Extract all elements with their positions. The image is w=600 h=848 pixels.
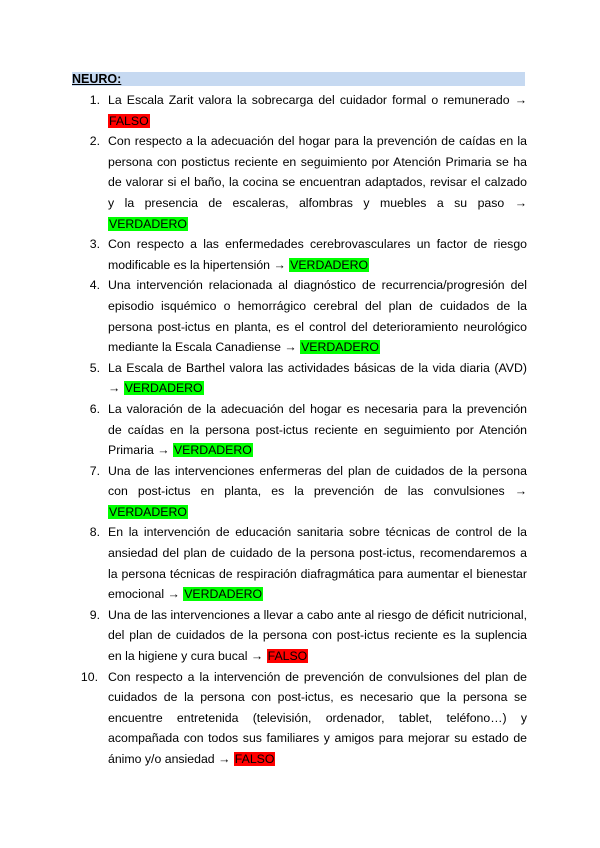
answer-true-badge: VERDADERO (290, 257, 369, 272)
question-number: 9. (89, 607, 100, 622)
question-number: 1. (89, 93, 100, 107)
question-number: 4. (89, 278, 100, 293)
arrow-icon: → (250, 649, 264, 664)
answer-false-badge: FALSO (109, 113, 149, 128)
question-item (72, 358, 527, 399)
question-number: 3. (89, 237, 100, 252)
question-text: La valoración de la adecuación del hogar es necesaria para la prevención de caídas en la persona post-ictus reciente en seguimiento por Atención Primaria (108, 401, 527, 458)
question-item (72, 461, 527, 523)
answer-false-badge: FALSO (234, 752, 275, 766)
question-text: Una intervención relacionada al diagnóstico de recurrencia/progresión del episodio isquémico o hemorrágico cerebral del plan de cuidados de la persona post-ictus en planta, es el control del deterioramiento neurológico mediante la Escala Canadiense (108, 278, 527, 355)
answer-true-badge: VERDADERO (301, 340, 379, 355)
arrow-icon: → (273, 257, 286, 272)
arrow-icon: → (167, 587, 180, 602)
answer-true-badge: VERDADERO (109, 504, 187, 519)
answer-true-badge: VERDADERO (124, 381, 203, 396)
section-title: NEURO: (72, 72, 122, 86)
question-item (72, 234, 527, 275)
question-text: Con respecto a la intervención de prevención de convulsiones del plan de cuidados de la persona con post-ictus, es necesario que la persona se encuentre entretenida (televisión, ordenador, tablet, teléfono…) y acompañada con todos sus familiares y amigos para mejorar su estado de ánimo y/o ansiedad (108, 669, 527, 766)
question-text: La Escala de Barthel valora las actividades básicas de la vida diaria (AVD) (108, 360, 527, 375)
answer-true-badge: VERDADERO (109, 216, 187, 231)
question-item (72, 667, 527, 770)
question-item (72, 605, 527, 667)
answer-true-badge: VERDADERO (173, 443, 252, 458)
question-text: La Escala Zarit valora la sobrecarga del cuidador formal o remunerado (108, 93, 510, 107)
arrow-icon: → (514, 484, 527, 499)
question-item (72, 90, 527, 131)
question-number: 6. (89, 401, 100, 416)
question-number: 7. (89, 463, 100, 478)
question-text: Una de las intervenciones enfermeras del plan de cuidados de la persona con post-ictus en planta, es la prevención de las convulsiones (108, 463, 527, 499)
question-text: Con respecto a las enfermedades cerebrovasculares un factor de riesgo modificable es la hipertensión (108, 237, 527, 272)
arrow-icon: → (157, 443, 170, 458)
question-number: 10. (80, 669, 98, 684)
question-text: En la intervención de educación sanitaria sobre técnicas de control de la ansiedad del plan de cuidado de la persona post-ictus, recomendaremos a la persona técnicas de respiración diafragmática para aumentar el bienestar emocional (108, 525, 527, 602)
arrow-icon: → (514, 195, 527, 210)
question-number: 5. (89, 360, 100, 375)
question-item (72, 275, 527, 357)
question-item (72, 522, 527, 604)
arrow-icon: → (218, 752, 231, 766)
question-item (72, 131, 527, 234)
answer-false-badge: FALSO (267, 649, 308, 664)
question-text: Una de las intervenciones a llevar a cabo ante al riesgo de déficit nutricional, del plan de cuidados de la persona con post-ictus reciente es la suplencia en la higiene y cura bucal (108, 607, 527, 664)
section-header (72, 72, 525, 86)
question-text: Con respecto a la adecuación del hogar para la prevención de caídas en la persona con postictus reciente en seguimiento por Atención Primaria se ha de valorar si el baño, la cocina se encuentran adaptados, revisar el calzado y la presencia de escaleras, alfombras y muebles a su paso (108, 134, 527, 210)
arrow-icon: → (108, 381, 121, 396)
arrow-icon: → (284, 340, 297, 355)
question-item (72, 399, 527, 461)
question-number: 8. (89, 525, 100, 540)
question-number: 2. (89, 134, 100, 149)
answer-true-badge: VERDADERO (184, 587, 263, 602)
arrow-icon: → (514, 93, 527, 107)
question-list (72, 90, 527, 770)
